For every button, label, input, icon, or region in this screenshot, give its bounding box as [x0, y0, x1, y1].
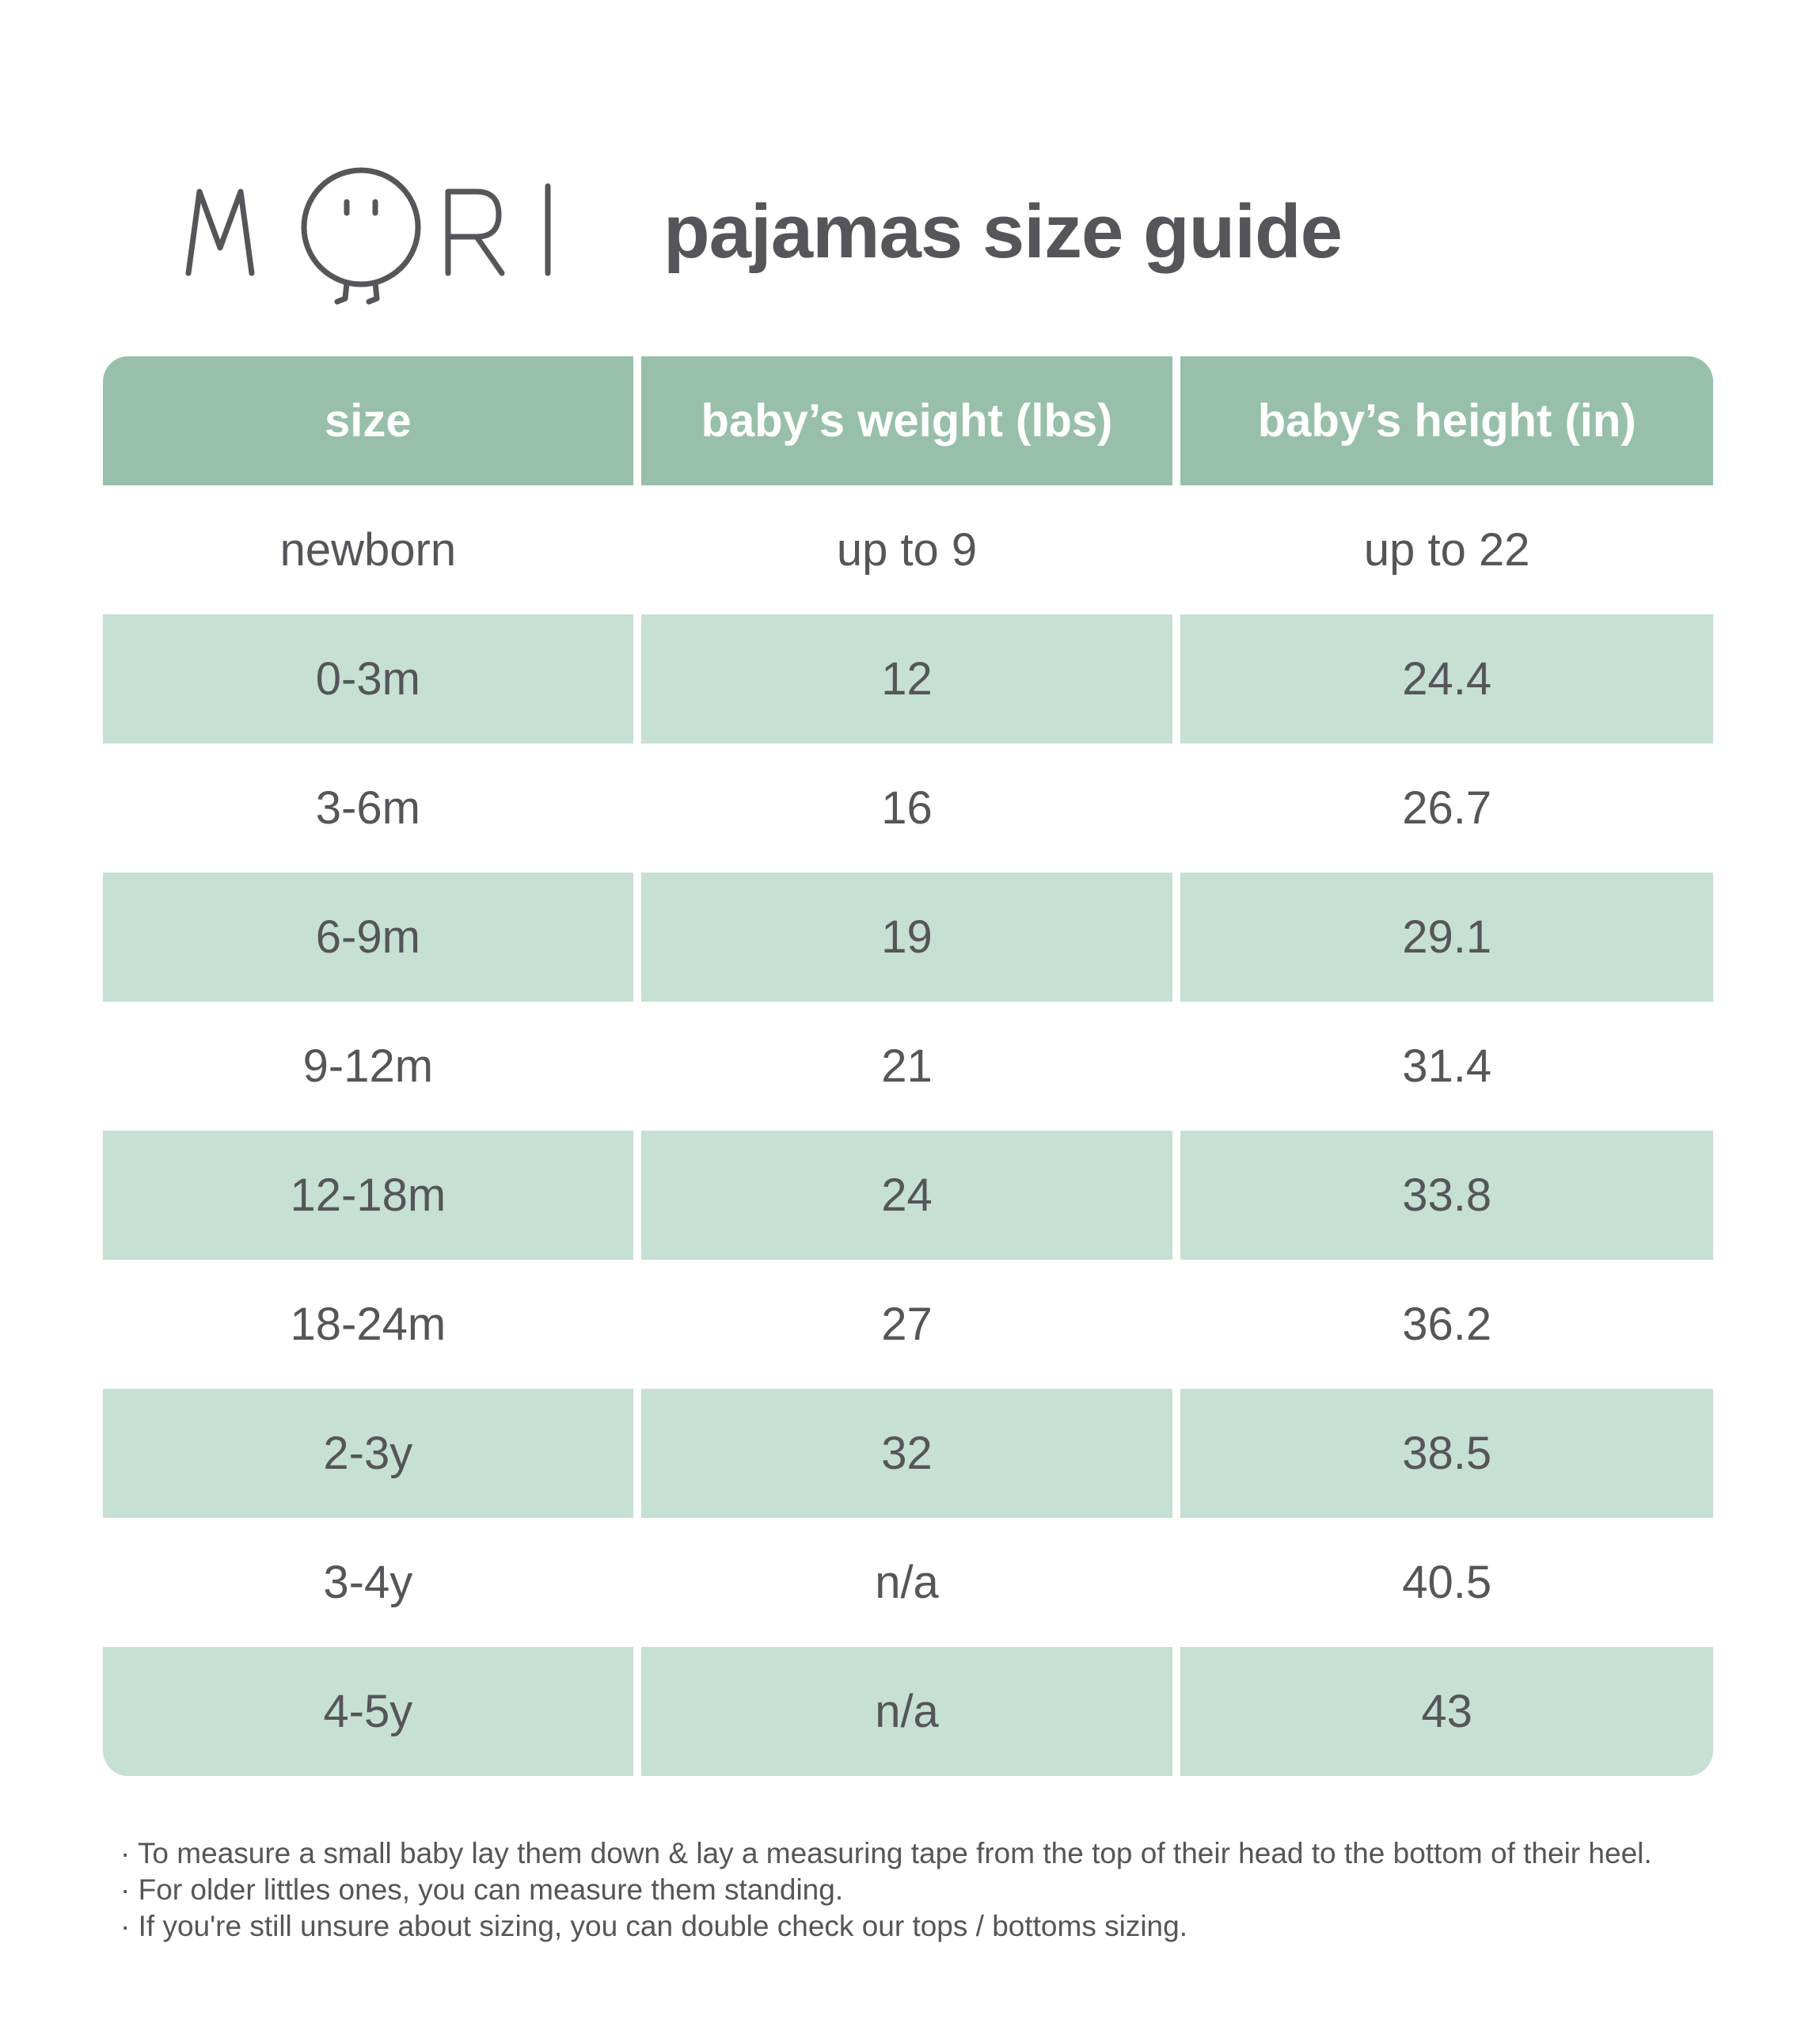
size-cell: 4-5y — [103, 1647, 633, 1776]
size-cell: newborn — [103, 485, 633, 614]
size-cell: 0-3m — [103, 614, 633, 743]
weight-cell: n/a — [641, 1518, 1173, 1647]
weight-cell: 21 — [641, 1002, 1173, 1131]
height-cell: 33.8 — [1180, 1131, 1713, 1260]
size-cell: 2-3y — [103, 1389, 633, 1518]
table-row — [103, 1002, 1713, 1131]
table-row — [103, 1647, 1713, 1776]
height-cell: 36.2 — [1180, 1260, 1713, 1389]
table-row — [103, 614, 1713, 743]
table-row — [103, 1131, 1713, 1260]
height-cell: 43 — [1180, 1647, 1713, 1776]
table-row — [103, 873, 1713, 1002]
weight-cell: 27 — [641, 1260, 1173, 1389]
size-cell: 12-18m — [103, 1131, 633, 1260]
note-line: · If you're still unsure about sizing, you can double check our tops / bottoms sizing. — [120, 1910, 1187, 1942]
page-title: pajamas size guide — [663, 189, 1343, 274]
header-height: baby’s height (in) — [1180, 356, 1713, 485]
height-cell: 26.7 — [1180, 743, 1713, 873]
note-line: · To measure a small baby lay them down & lay a measuring tape from the top of their head to the bottom of their heel. — [120, 1837, 1652, 1869]
weight-cell: 32 — [641, 1389, 1173, 1518]
table-row — [103, 1260, 1713, 1389]
height-cell: 24.4 — [1180, 614, 1713, 743]
table-row — [103, 743, 1713, 873]
mori-logo — [182, 154, 562, 313]
table-row — [103, 485, 1713, 614]
weight-cell: 16 — [641, 743, 1173, 873]
height-cell: 29.1 — [1180, 873, 1713, 1002]
size-cell: 9-12m — [103, 1002, 633, 1131]
note-line: · For older littles ones, you can measure them standing. — [120, 1873, 844, 1906]
height-cell: up to 22 — [1180, 485, 1713, 614]
height-cell: 31.4 — [1180, 1002, 1713, 1131]
size-table — [103, 356, 1713, 1776]
height-cell: 38.5 — [1180, 1389, 1713, 1518]
weight-cell: 24 — [641, 1131, 1173, 1260]
height-cell: 40.5 — [1180, 1518, 1713, 1647]
weight-cell: 19 — [641, 873, 1173, 1002]
size-cell: 18-24m — [103, 1260, 633, 1389]
size-cell: 6-9m — [103, 873, 633, 1002]
header-weight: baby’s weight (lbs) — [641, 356, 1173, 485]
table-row — [103, 1389, 1713, 1518]
table-header-row — [103, 356, 1713, 485]
weight-cell: n/a — [641, 1647, 1173, 1776]
table-row — [103, 1518, 1713, 1647]
header-size: size — [103, 356, 633, 485]
weight-cell: up to 9 — [641, 485, 1173, 614]
size-cell: 3-6m — [103, 743, 633, 873]
size-cell: 3-4y — [103, 1518, 633, 1647]
weight-cell: 12 — [641, 614, 1173, 743]
measuring-notes — [120, 1835, 1783, 1945]
